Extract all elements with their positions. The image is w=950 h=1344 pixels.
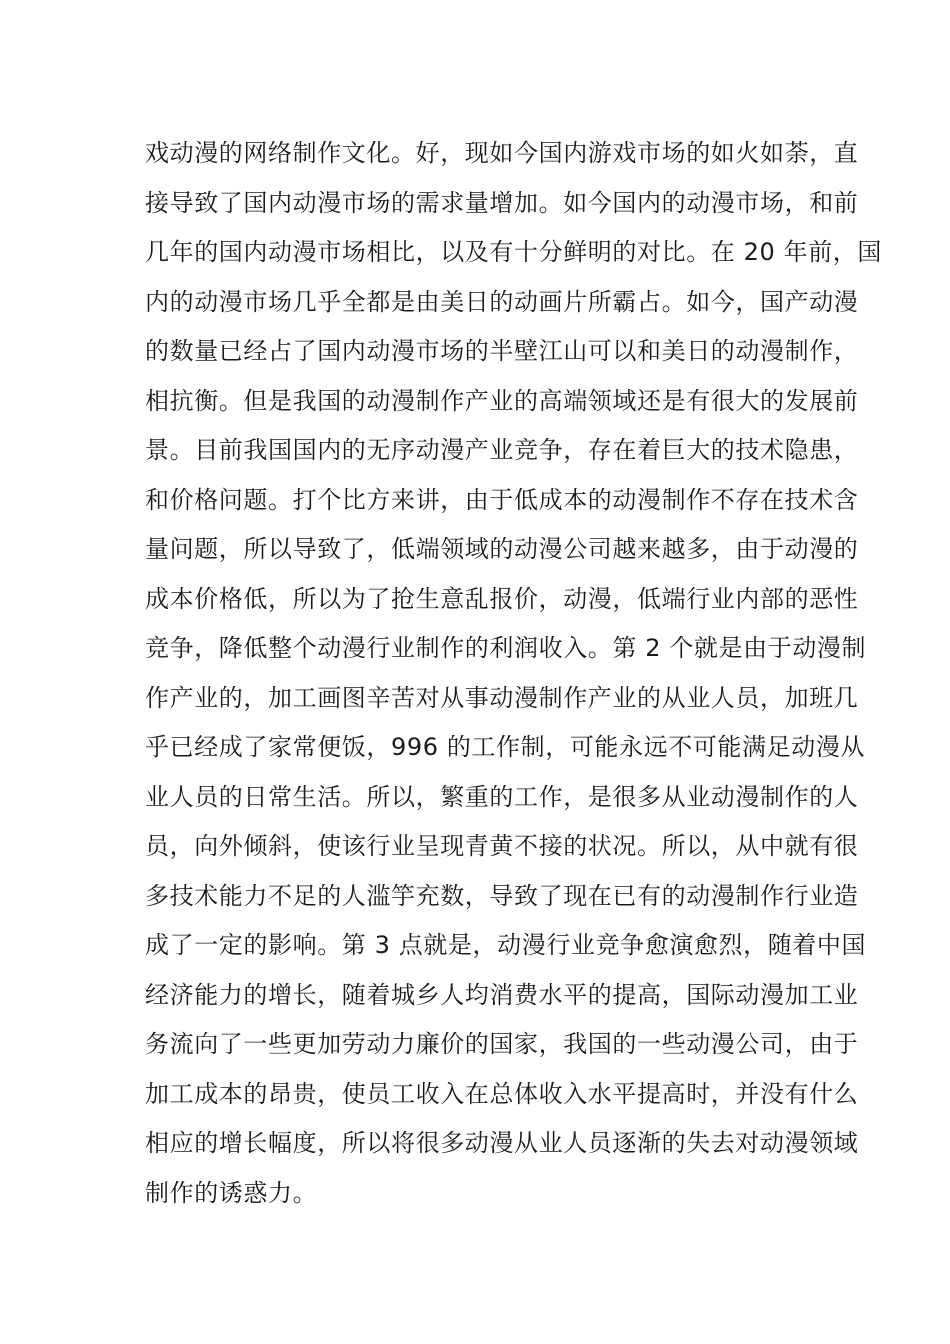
paragraph-line: 制作的诱惑力。 [145, 1178, 318, 1207]
paragraph-line: 和价格问题。打个比方来讲，由于低成本的动漫制作不存在技术含 [145, 485, 859, 514]
paragraph-line: 量问题，所以导致了，低端领域的动漫公司越来越多，由于动漫的 [145, 535, 859, 563]
paragraph-line: 接导致了国内动漫市场的需求量增加。如今国内的动漫市场，和前 [145, 188, 859, 217]
paragraph-line: 务流向了一些更加劳动力廉价的国家，我国的一些动漫公司，由于 [145, 1030, 859, 1058]
paragraph-line: 成了一定的影响。第 3 点就是，动漫行业竞争愈演愈烈，随着中国 [145, 931, 867, 959]
paragraph-line: 的数量已经占了国内动漫市场的半壁江山可以和美日的动漫制作， [145, 337, 859, 365]
paragraph-line: 业人员的日常生活。所以，繁重的工作，是很多从业动漫制作的人 [145, 782, 859, 811]
paragraph-line: 戏动漫的网络制作文化。好，现如今国内游戏市场的如火如荼，直 [145, 139, 859, 167]
paragraph-line: 经济能力的增长，随着城乡人均消费水平的提高，国际动漫加工业 [145, 980, 859, 1009]
paragraph-line: 员，向外倾斜，使该行业呈现青黄不接的状况。所以，从中就有很 [145, 832, 859, 860]
paragraph-line: 内的动漫市场几乎全都是由美日的动画片所霸占。如今，国产动漫 [145, 287, 859, 316]
paragraph-line: 景。目前我国国内的无序动漫产业竞争，存在着巨大的技术隐患， [145, 436, 859, 464]
paragraph-line: 成本价格低，所以为了抢生意乱报价，动漫，低端行业内部的恶性 [145, 584, 859, 613]
paragraph-line: 加工成本的昂贵，使员工收入在总体收入水平提高时，并没有什么 [145, 1079, 859, 1108]
paragraph-line: 相抗衡。但是我国的动漫制作产业的高端领域还是有很大的发展前 [145, 386, 859, 415]
paragraph-line: 多技术能力不足的人滥竽充数，导致了现在已有的动漫制作行业造 [145, 881, 859, 910]
paragraph-line: 作产业的，加工画图辛苦对从事动漫制作产业的从业人员，加班几 [145, 683, 859, 712]
paragraph-line: 竞争，降低整个动漫行业制作的利润收入。第 2 个就是由于动漫制 [145, 634, 867, 662]
body-paragraph [145, 131, 882, 1220]
paragraph-line: 几年的国内动漫市场相比，以及有十分鲜明的对比。在 20 年前，国 [145, 238, 882, 266]
paragraph-line: 相应的增长幅度，所以将很多动漫从业人员逐渐的失去对动漫领域 [145, 1129, 859, 1157]
paragraph-line: 乎已经成了家常便饭，996 的工作制，可能永远不可能满足动漫从 [145, 733, 866, 761]
